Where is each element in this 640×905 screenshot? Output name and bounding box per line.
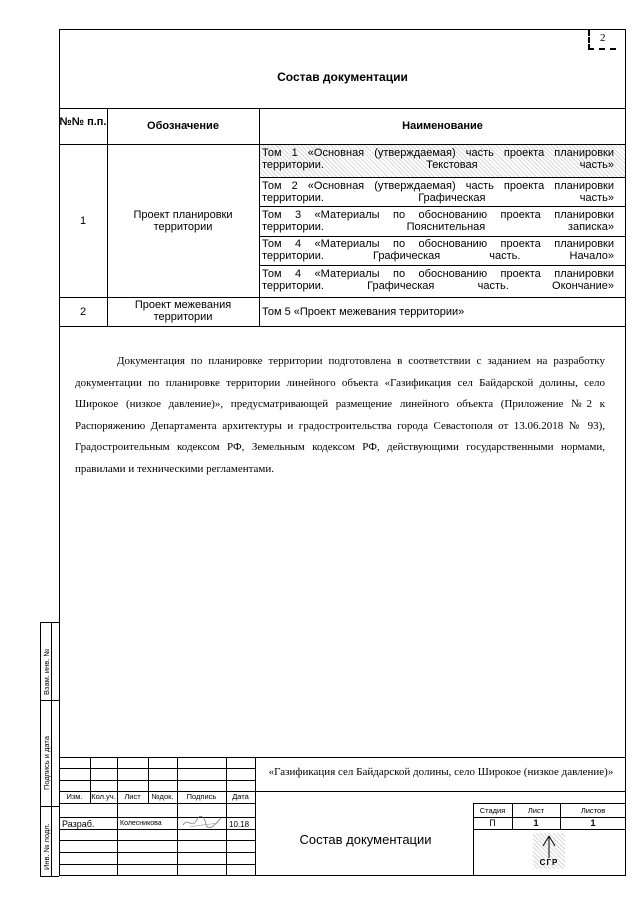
col-data: Дата <box>232 792 249 801</box>
stage-value: П <box>489 818 496 828</box>
logo-text: СГР <box>539 858 559 867</box>
header-num: №№ п.п. <box>59 116 107 128</box>
sheets-label: Листов <box>580 806 606 815</box>
side-label-inv: Инв. № подл. <box>42 823 51 870</box>
header-name: Наименование <box>402 120 483 132</box>
col-list: Лист <box>124 792 141 801</box>
date-value: 10.18 <box>229 820 250 829</box>
project-title: «Газификация сел Байдарской долины, село Широкое (низкое давление)» <box>268 766 614 778</box>
row-num: 2 <box>79 306 87 318</box>
list-item: Том 4 «Материалы по обоснованию проекта планировки территории. Графическая часть. Окончание» <box>262 268 614 292</box>
header-designation: Обозначение <box>147 120 219 132</box>
col-podp: Подпись <box>186 792 217 801</box>
list-item: Том 5 «Проект межевания территории» <box>262 306 465 318</box>
row-designation: Проект планировки территории <box>133 209 233 233</box>
signature-icon <box>180 813 224 831</box>
doc-title: Состав документации <box>299 832 432 847</box>
stage-label: Стадия <box>479 806 506 815</box>
row-num: 1 <box>79 215 87 227</box>
page-title: Состав документации <box>277 70 408 84</box>
col-izm: Изм. <box>66 792 83 801</box>
side-label-vzam: Взам. инв. № <box>42 648 51 695</box>
list-item: Том 4 «Материалы по обоснованию проекта планировки территории. Графическая часть. Начало» <box>262 238 614 262</box>
col-kol: Кол.уч. <box>91 792 116 801</box>
list-item: Том 2 «Основная (утверждаемая) часть проекта планировки территории. Графическая часть» <box>262 180 614 204</box>
sheet-label: Лист <box>527 806 545 815</box>
list-item: Том 3 «Материалы по обоснованию проекта планировки территории. Пояснительная записка» <box>262 209 614 233</box>
person-name: Колесникова <box>120 820 162 827</box>
side-label-podpis: Подпись и дата <box>42 736 51 790</box>
col-ndok: №док. <box>151 792 174 801</box>
row-designation: Проект межевания территории <box>134 299 232 323</box>
list-item: Том 1 «Основная (утверждаемая) часть проекта планировки территории. Текстовая часть» <box>262 147 614 171</box>
role-label: Разраб. <box>62 819 95 829</box>
page-number: 2 <box>600 32 606 44</box>
sheets-value: 1 <box>590 818 596 828</box>
body-paragraph: Документация по планировке территории подготовлена в соответствии с заданием на разработку документации по планировке территории линейного объекта «Газификация сел Байдарской долины, село Широкое (низкое давление)», предусматривающей размещение линейного объекта (Приложение №2 к Распоряжению Департамента архитектуры и градостроительства города Севастополя от 13.06.2018 № 93), Градостроительным кодексом РФ, Земельным кодексом РФ, действующими государственными нормами, правилами и техническими регламентами. <box>75 355 605 475</box>
sheet-value: 1 <box>533 818 539 828</box>
